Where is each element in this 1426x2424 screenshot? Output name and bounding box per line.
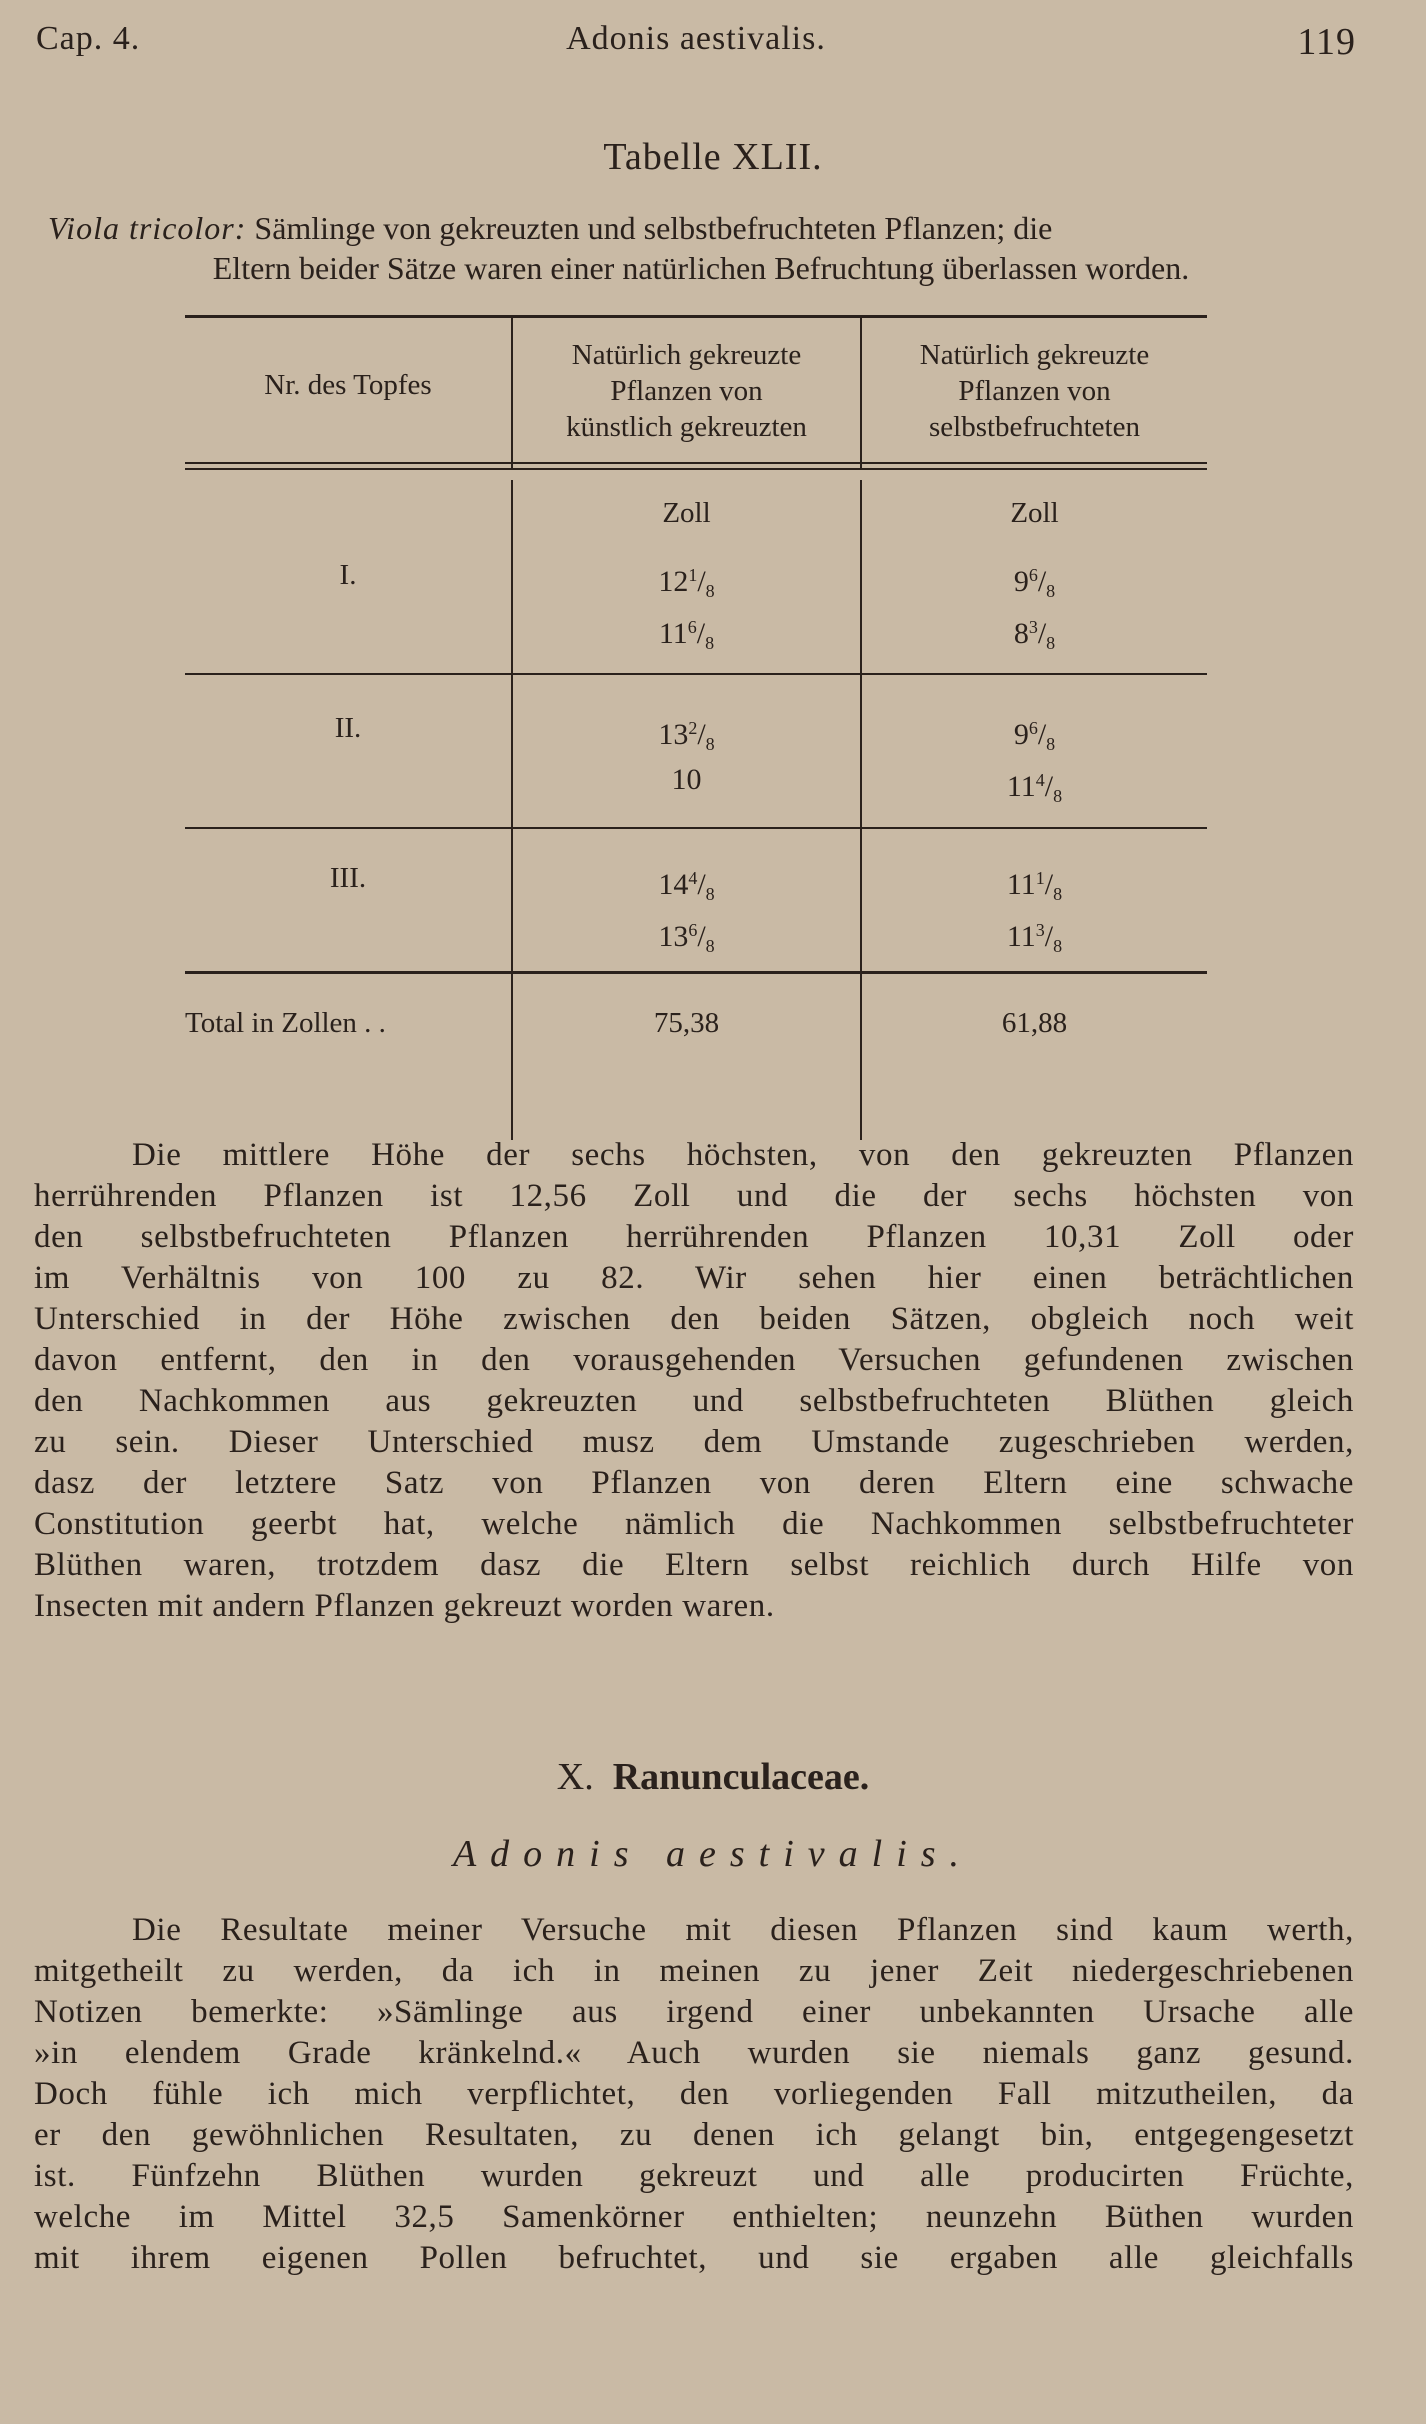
header-selfed-l1: Natürlich gekreuzte [919, 339, 1150, 371]
text-line: welche im Mittel 32,5 Samenkörner enthielten; neunzehn Büthen wurden [34, 2199, 1354, 2235]
text-line: mitgetheilt zu werden, da ich in meinen zu jener Zeit niedergeschriebenen [34, 1953, 1354, 1989]
pot-number: II. [334, 712, 362, 744]
paragraph-2 [34, 1910, 1354, 2279]
crossed-heights [513, 557, 860, 661]
crossed-heights [513, 710, 860, 798]
height-value: $12^1/_8$ [658, 565, 715, 601]
page-number: 119 [1297, 21, 1356, 63]
chapter-label: Cap. 4. [36, 20, 141, 57]
header-crossed-l2: Pflanzen von [610, 375, 763, 407]
header-rule-2 [185, 468, 1207, 470]
text-line: »in elendem Grade kränkelnd.« Auch wurden sie niemals ganz gesund. [34, 2035, 1354, 2071]
paragraph-1 [34, 1135, 1354, 1627]
height-value: $9^6/_8$ [1013, 565, 1056, 601]
height-value: $11^3/_8$ [1006, 920, 1063, 956]
caption-text-line2: Eltern beider Sätze waren einer natürlichen Befruchtung überlassen worden. [212, 250, 1190, 286]
header-selfed-l2: Pflanzen von [958, 375, 1111, 407]
section-title: Ranunculaceae. [612, 1756, 870, 1798]
text-line: mit ihrem eigenen Pollen befruchtet, und sie ergaben alle gleichfalls [34, 2240, 1354, 2276]
row-rule-2 [185, 827, 1207, 829]
header-selfed-l3: selbstbefruchteten [929, 411, 1140, 443]
text-line: Blüthen waren, trotzdem dasz die Eltern selbst reichlich durch Hilfe von [34, 1547, 1354, 1583]
text-line: Insecten mit andern Pflanzen gekreuzt worden waren. [34, 1588, 775, 1624]
height-value: $13^6/_8$ [658, 920, 715, 956]
header-pot: Nr. des Topfes [264, 369, 432, 401]
total-label: Total in Zollen . . [185, 1007, 386, 1039]
height-value: 10 [671, 763, 702, 796]
unit-selfed: Zoll [1010, 497, 1059, 529]
text-line: herrührenden Pflanzen ist 12,56 Zoll und die der sechs höchsten von [34, 1178, 1354, 1214]
caption-text: Sämlinge von gekreuzten und selbstbefruchteten Pflanzen; die [246, 210, 1053, 246]
text-line: Unterschied in der Höhe zwischen den beiden Sätzen, obgleich noch weit [34, 1301, 1354, 1337]
text-line: dasz der letztere Satz von Pflanzen von deren Eltern eine schwache [34, 1465, 1354, 1501]
text-line: im Verhältnis von 100 zu 82. Wir sehen hier einen beträchtlichen [34, 1260, 1354, 1296]
text-line: Doch fühle ich mich verpflichtet, den vorliegenden Fall mitzutheilen, da [34, 2076, 1354, 2112]
text-line: Die Resultate meiner Versuche mit diesen Pflanzen sind kaum werth, [132, 1912, 1354, 1948]
running-title: Adonis aestivalis. [566, 20, 826, 57]
text-line: Die mittlere Höhe der sechs höchsten, von den gekreuzten Pflanzen [132, 1137, 1354, 1173]
row-rule-1 [185, 673, 1207, 675]
text-line: Notizen bemerkte: »Sämlinge aus irgend einer unbekannten Ursache alle [34, 1994, 1354, 2030]
text-line: ist. Fünfzehn Blüthen wurden gekreuzt und alle producirten Früchte, [34, 2158, 1354, 2194]
text-line: er den gewöhnlichen Resultaten, zu denen ich gelangt bin, entgegengesetzt [34, 2117, 1354, 2153]
caption-species: Viola tricolor: [48, 210, 247, 246]
crossed-heights [513, 860, 860, 964]
unit-crossed: Zoll [662, 497, 711, 529]
header-crossed [513, 337, 860, 445]
section-heading [0, 1755, 1426, 1799]
height-value: $9^6/_8$ [1013, 718, 1056, 754]
total-crossed: 75,38 [653, 1007, 720, 1039]
table-top-rule [185, 315, 1207, 318]
header-selfed [862, 337, 1207, 445]
selfed-heights [862, 860, 1207, 964]
text-line: zu sein. Dieser Unterschied musz dem Umstande zugeschrieben werden, [34, 1424, 1354, 1460]
text-line: Constitution geerbt hat, welche nämlich die Nachkommen selbstbefruchteter [34, 1506, 1354, 1542]
data-table [185, 315, 1207, 1085]
height-value: $11^1/_8$ [1006, 868, 1063, 904]
height-value: $11^4/_8$ [1006, 770, 1063, 806]
table-caption [48, 208, 1354, 288]
text-line: den Nachkommen aus gekreuzten und selbstbefruchteten Blüthen gleich [34, 1383, 1354, 1419]
height-value: $14^4/_8$ [658, 868, 715, 904]
total-selfed: 61,88 [1001, 1007, 1068, 1039]
text-line: den selbstbefruchteten Pflanzen herrührenden Pflanzen 10,31 Zoll oder [34, 1219, 1354, 1255]
header-crossed-l3: künstlich gekreuzten [566, 411, 807, 443]
subsection-heading: Adonis aestivalis. [452, 1833, 974, 1875]
height-value: $8^3/_8$ [1013, 617, 1056, 653]
header-crossed-l1: Natürlich gekreuzte [571, 339, 802, 371]
height-value: $11^6/_8$ [658, 617, 715, 653]
height-value: $13^2/_8$ [658, 718, 715, 754]
section-number: X. [556, 1756, 594, 1798]
header-rule-1 [185, 462, 1207, 464]
table-title: Tabelle XLII. [603, 136, 823, 178]
running-header [36, 20, 1356, 70]
text-line: davon entfernt, den in den vorausgehenden Versuchen gefundenen zwischen [34, 1342, 1354, 1378]
selfed-heights [862, 557, 1207, 661]
pot-number: I. [339, 559, 357, 591]
pot-number: III. [329, 862, 367, 894]
selfed-heights [862, 710, 1207, 814]
total-rule [185, 971, 1207, 974]
